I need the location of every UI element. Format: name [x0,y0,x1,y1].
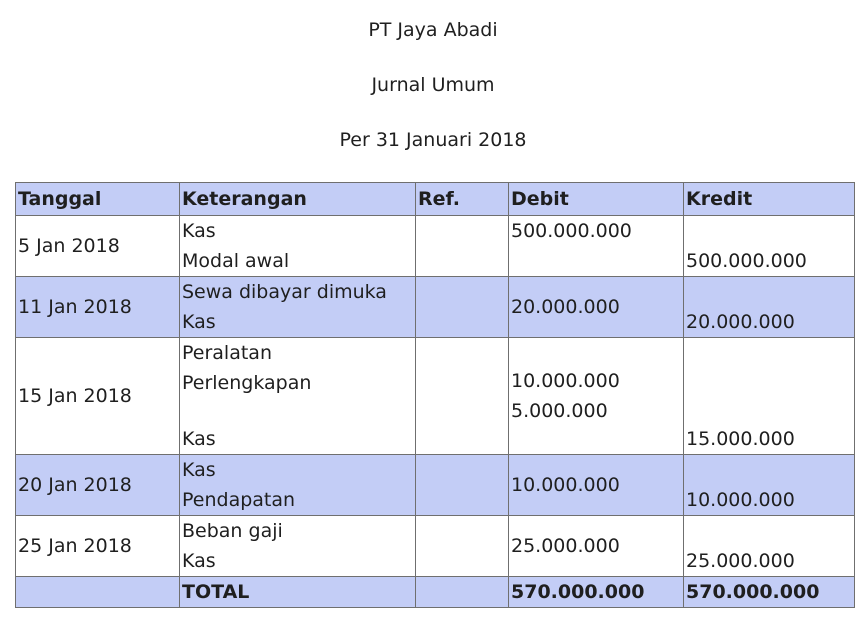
total-row [16,577,855,608]
keterangan-line: Beban gaji [182,520,283,542]
cell-keterangan [180,277,416,338]
cell-ref [416,455,509,516]
cell-debit [509,455,684,516]
cell-ref [416,577,509,608]
kredit-value: 25.000.000 [686,550,795,572]
cell-kredit [684,277,855,338]
debit-value: 10.000.000 [511,370,620,392]
debit-value: 10.000.000 [511,474,620,496]
journal-table [15,182,855,608]
cell-ref [416,338,509,455]
debit-value: 5.000.000 [511,400,608,422]
cell-kredit [684,216,855,277]
keterangan-line: Kas [182,220,216,242]
keterangan-line: Kas [182,311,216,333]
keterangan-line: Peralatan [182,342,272,364]
total-debit: 570.000.000 [509,577,684,608]
cell-kredit [684,338,855,455]
table-row [16,277,855,338]
column-header-keterangan: Keterangan [180,183,416,216]
cell-debit [509,338,684,455]
column-header-kredit: Kredit [684,183,855,216]
cell-keterangan [180,216,416,277]
table-row [16,455,855,516]
keterangan-line: Sewa dibayar dimuka [182,281,387,303]
cell-tanggal [16,577,180,608]
keterangan-line: Kas [182,459,216,481]
cell-debit [509,277,684,338]
column-header-debit: Debit [509,183,684,216]
keterangan-line: Kas [182,428,216,450]
cell-tanggal: 20 Jan 2018 [16,455,180,516]
cell-tanggal: 5 Jan 2018 [16,216,180,277]
cell-debit [509,216,684,277]
column-header-ref: Ref. [416,183,509,216]
table-row [16,516,855,577]
report-period: Per 31 Januari 2018 [339,129,527,151]
table-row [16,216,855,277]
keterangan-line: Kas [182,550,216,572]
kredit-value: 15.000.000 [686,428,795,450]
kredit-value: 10.000.000 [686,489,795,511]
keterangan-line: Perlengkapan [182,372,312,394]
cell-keterangan [180,455,416,516]
debit-value: 25.000.000 [511,535,620,557]
debit-value: 500.000.000 [511,220,632,242]
column-header-tanggal: Tanggal [16,183,180,216]
keterangan-line: Pendapatan [182,489,296,511]
cell-ref [416,216,509,277]
total-label: TOTAL [180,577,416,608]
cell-kredit [684,516,855,577]
debit-value: 20.000.000 [511,296,620,318]
cell-ref [416,277,509,338]
table-row [16,338,855,455]
total-kredit: 570.000.000 [684,577,855,608]
keterangan-line: Modal awal [182,250,290,272]
cell-keterangan [180,338,416,455]
cell-kredit [684,455,855,516]
table-header-row [16,183,855,216]
kredit-value: 500.000.000 [686,250,807,272]
cell-ref [416,516,509,577]
kredit-value: 20.000.000 [686,311,795,333]
cell-keterangan [180,516,416,577]
company-name: PT Jaya Abadi [368,19,498,41]
cell-tanggal: 25 Jan 2018 [16,516,180,577]
cell-tanggal: 15 Jan 2018 [16,338,180,455]
report-title: Jurnal Umum [371,74,495,96]
cell-tanggal: 11 Jan 2018 [16,277,180,338]
cell-debit [509,516,684,577]
